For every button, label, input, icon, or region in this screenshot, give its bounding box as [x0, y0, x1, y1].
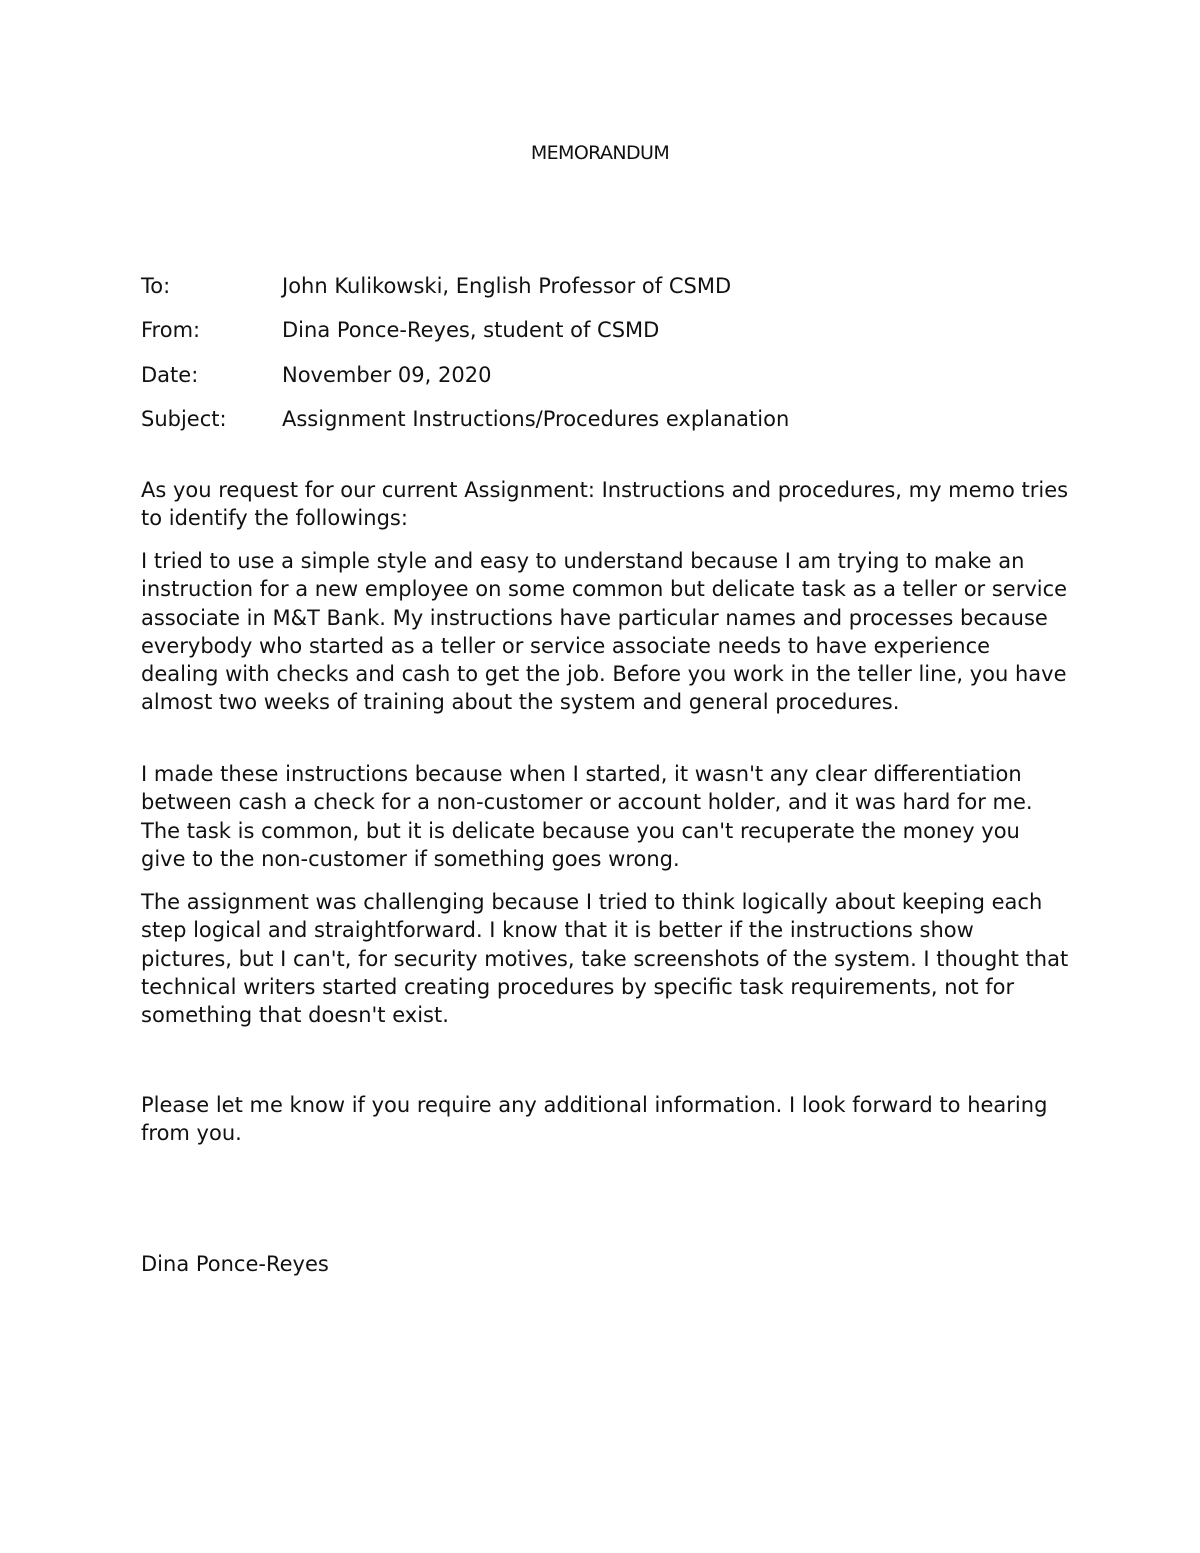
from-label: From:: [141, 318, 201, 342]
subject-label: Subject:: [141, 407, 227, 431]
date-label: Date:: [141, 363, 199, 387]
body-paragraph-reason: I made these instructions because when I started, it wasn't any clear differentiation between cash a check for a non-customer or account holder, and it was hard for me. The task is common, but it is delicate because you can't recuperate the money you give to the non-customer if something goes wrong.: [141, 762, 1033, 871]
to-label: To:: [141, 274, 171, 298]
to-value: John Kulikowski, English Professor of CSMD: [282, 274, 732, 298]
body-paragraph-closing: Please let me know if you require any additional information. I look forward to hearing from you.: [141, 1093, 1048, 1146]
date-value: November 09, 2020: [282, 363, 492, 387]
body-paragraph-intro: As you request for our current Assignment: Instructions and procedures, my memo tries to identify the followings:: [141, 478, 1069, 531]
body-paragraph-style: I tried to use a simple style and easy to understand because I am trying to make an instruction for a new employee on some common but delicate task as a teller or service associate in M&T Bank. My instructions have particular names and processes because everybody who started as a teller or service associate needs to have experience dealing with checks and cash to get the job. Before you work in the teller line, you have almost two weeks of training about the system and general procedures.: [141, 549, 1068, 715]
from-value: Dina Ponce-Reyes, student of CSMD: [282, 318, 660, 342]
subject-value: Assignment Instructions/Procedures explanation: [282, 407, 790, 431]
memo-title: MEMORANDUM: [530, 142, 670, 164]
body-paragraph-challenge: The assignment was challenging because I tried to think logically about keeping each step logical and straightforward. I know that it is better if the instructions show pictures, but I can't, for security motives, take screenshots of the system. I thought that technical writers started creating procedures by specific task requirements, not for something that doesn't exist.: [141, 890, 1069, 1028]
signature: Dina Ponce-Reyes: [141, 1252, 329, 1276]
